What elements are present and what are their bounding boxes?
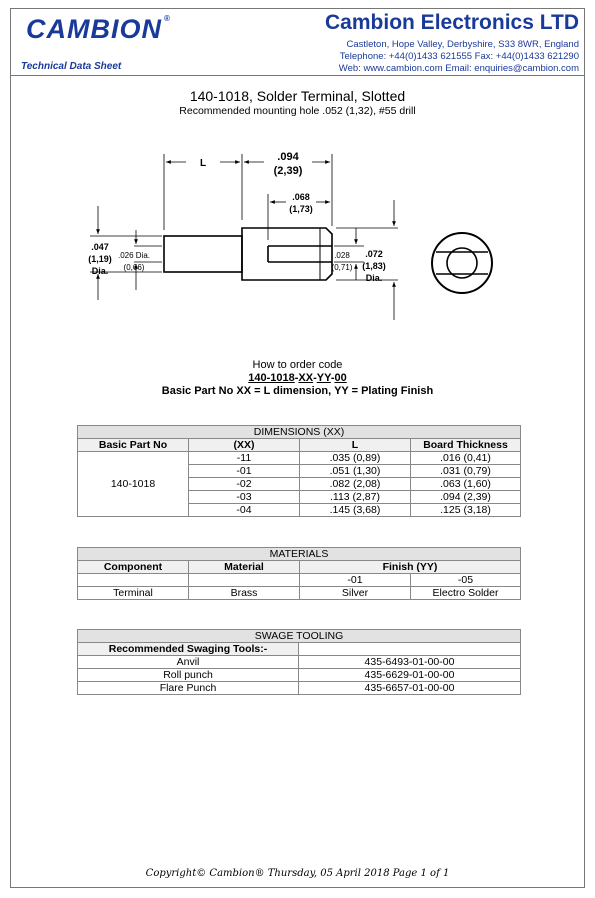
page-footer: Copyright© Cambion® Thursday, 05 April 2018 Page 1 of 1 bbox=[145, 868, 450, 879]
table-row bbox=[78, 452, 521, 465]
table-cell: .035 (0,89) bbox=[300, 452, 411, 465]
dim-label-094-mm: (2,39) bbox=[273, 165, 303, 177]
table-cell: Brass bbox=[189, 587, 300, 600]
table-cell: .094 (2,39) bbox=[411, 491, 521, 504]
dimensions-table bbox=[77, 425, 521, 517]
dim-label-028: .028 bbox=[334, 251, 350, 260]
dim-label-072-dia: Dia. bbox=[365, 273, 383, 283]
table-cell: .145 (3,68) bbox=[300, 504, 411, 517]
col-xx: (XX) bbox=[189, 439, 300, 452]
dim-label-047-dia: Dia. bbox=[91, 266, 109, 276]
table-cell bbox=[78, 574, 189, 587]
table-row bbox=[78, 682, 521, 695]
table-cell: Roll punch bbox=[78, 669, 299, 682]
table-cell: .125 (3,18) bbox=[411, 504, 521, 517]
col-component: Component bbox=[78, 561, 189, 574]
materials-table bbox=[77, 547, 521, 600]
basic-part-cell: 140-1018 bbox=[78, 452, 189, 517]
col-material: Material bbox=[189, 561, 300, 574]
table-cell: Flare Punch bbox=[78, 682, 299, 695]
header-divider bbox=[10, 75, 585, 76]
company-phone: Telephone: +44(0)1433 621555 Fax: +44(0)1433 621290 bbox=[339, 51, 579, 62]
table-cell: -03 bbox=[189, 491, 300, 504]
order-legend: Basic Part No XX = L dimension, YY = Plating Finish bbox=[161, 385, 434, 397]
table-cell: Electro Solder bbox=[411, 587, 521, 600]
col-finish: Finish (YY) bbox=[300, 561, 521, 574]
table-cell: .113 (2,87) bbox=[300, 491, 411, 504]
finish-code-01: -01 bbox=[300, 574, 411, 587]
table-cell bbox=[299, 643, 521, 656]
page-title: 140-1018, Solder Terminal, Slotted bbox=[189, 88, 406, 104]
document-type: Technical Data Sheet bbox=[21, 61, 122, 72]
order-heading: How to order code bbox=[252, 359, 343, 371]
dimension-lines bbox=[90, 154, 398, 320]
dim-label-068-mm: (1,73) bbox=[289, 204, 313, 214]
dim-label-026-mm: (0,66) bbox=[123, 263, 145, 272]
table-cell: -04 bbox=[189, 504, 300, 517]
order-code: 140-1018-XX-YY-00 bbox=[248, 372, 347, 384]
dim-label-047: .047 bbox=[91, 242, 109, 252]
col-board-thickness: Board Thickness bbox=[411, 439, 521, 452]
table-cell: -02 bbox=[189, 478, 300, 491]
table-cell: .082 (2,08) bbox=[300, 478, 411, 491]
table-row bbox=[78, 656, 521, 669]
col-basic-part: Basic Part No bbox=[78, 439, 189, 452]
company-web: Web: www.cambion.com Email: enquiries@cambion.com bbox=[338, 63, 579, 74]
table-row bbox=[78, 587, 521, 600]
dim-label-094: .094 bbox=[277, 151, 299, 163]
dim-label-047-mm: (1,19) bbox=[88, 254, 112, 264]
dim-label-026: .026 Dia. bbox=[117, 251, 151, 260]
table-cell: -11 bbox=[189, 452, 300, 465]
dim-label-028-mm: (0,71) bbox=[331, 263, 353, 272]
terminal-side-view bbox=[164, 228, 332, 280]
col-l: L bbox=[300, 439, 411, 452]
table-row bbox=[78, 669, 521, 682]
table-cell: 435-6629-01-00-00 bbox=[299, 669, 521, 682]
terminal-drawing bbox=[80, 140, 500, 330]
dim-label-072-mm: (1,83) bbox=[362, 261, 386, 271]
cambion-logo: CAMBION ® bbox=[26, 14, 171, 44]
page-subtitle: Recommended mounting hole .052 (1,32), #55 drill bbox=[179, 105, 416, 117]
materials-heading: MATERIALS bbox=[78, 548, 521, 561]
company-name: Cambion Electronics LTD bbox=[325, 11, 579, 34]
company-address: Castleton, Hope Valley, Derbyshire, S33 8WR, England bbox=[346, 39, 579, 50]
table-cell: .063 (1,60) bbox=[411, 478, 521, 491]
table-cell: Silver bbox=[300, 587, 411, 600]
dim-label-072: .072 bbox=[365, 249, 383, 259]
table-cell: 435-6493-01-00-00 bbox=[299, 656, 521, 669]
table-cell: Anvil bbox=[78, 656, 299, 669]
tooling-subheading: Recommended Swaging Tools:- bbox=[78, 643, 299, 656]
dimensions-heading: DIMENSIONS (XX) bbox=[78, 426, 521, 439]
terminal-end-view bbox=[432, 233, 492, 293]
table-cell: Terminal bbox=[78, 587, 189, 600]
dim-label-068: .068 bbox=[292, 192, 310, 202]
table-cell bbox=[189, 574, 300, 587]
tooling-table bbox=[77, 629, 521, 695]
table-cell: .051 (1,30) bbox=[300, 465, 411, 478]
tooling-heading: SWAGE TOOLING bbox=[78, 630, 521, 643]
table-cell: -01 bbox=[189, 465, 300, 478]
dim-label-l: L bbox=[199, 158, 207, 169]
table-cell: .031 (0,79) bbox=[411, 465, 521, 478]
table-cell: 435-6657-01-00-00 bbox=[299, 682, 521, 695]
finish-code-05: -05 bbox=[411, 574, 521, 587]
table-cell: .016 (0,41) bbox=[411, 452, 521, 465]
